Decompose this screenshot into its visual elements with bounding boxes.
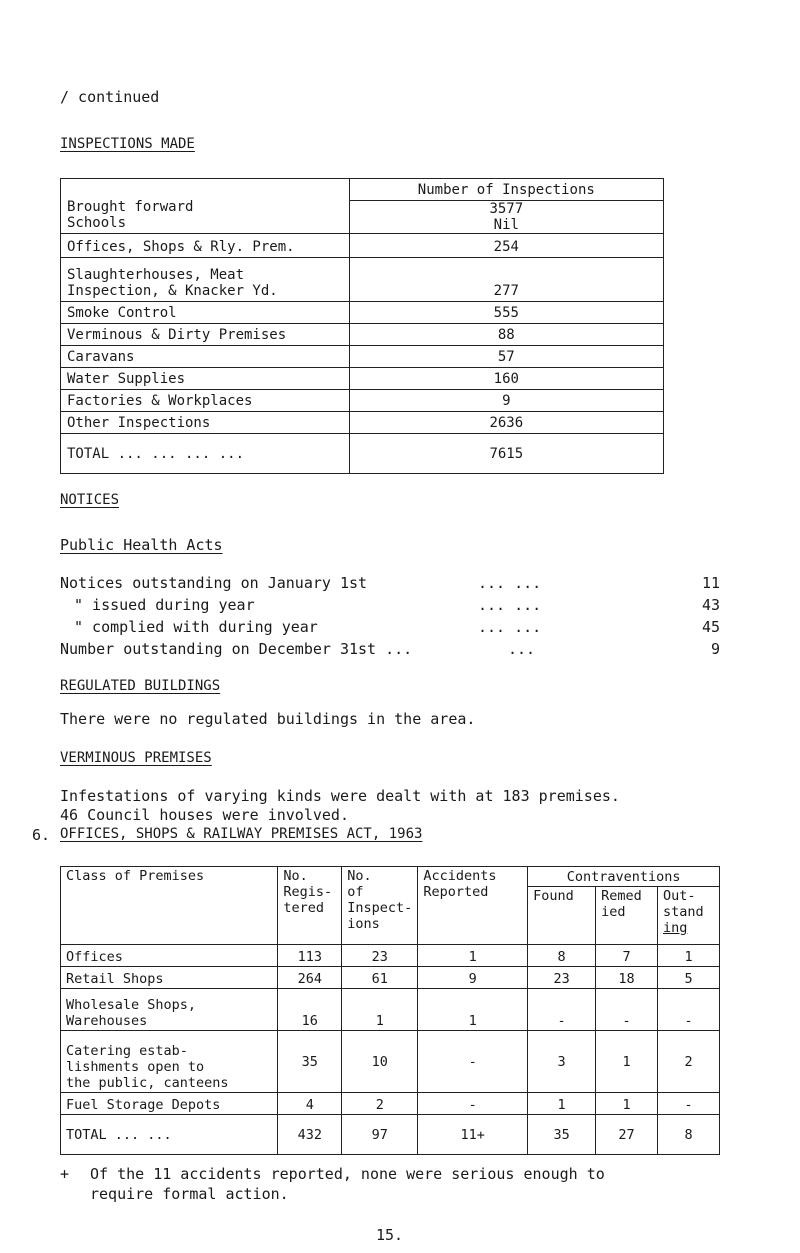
row-label: Other Inspections <box>61 412 350 434</box>
notice-dots: ... <box>508 640 536 658</box>
table-row <box>61 324 664 346</box>
table-row <box>61 234 664 258</box>
notice-label: Number outstanding on December 31st ... <box>60 640 413 658</box>
verminous-line1: Infestations of varying kinds were dealt with at 183 premises. <box>60 787 620 805</box>
row-label: Offices, Shops & Rly. Prem. <box>61 234 350 258</box>
row-value: 555 <box>349 302 663 324</box>
row-value: 7615 <box>349 434 663 474</box>
row-label: Water Supplies <box>61 368 350 390</box>
regulated-text: There were no regulated buildings in the area. <box>60 710 476 728</box>
page-number: 15. <box>376 1226 404 1244</box>
table-row <box>61 390 664 412</box>
header-outstanding: Out- <box>663 888 696 904</box>
column-header: Number of Inspections <box>350 180 663 201</box>
row-value: Nil <box>493 217 519 233</box>
header-registered: No. <box>283 868 308 884</box>
table-row-total <box>61 434 664 474</box>
notice-dots: ... ... <box>478 618 542 636</box>
notice-value: 9 <box>710 640 720 658</box>
notice-label: " complied with during year <box>74 618 318 636</box>
inspections-table <box>60 178 664 474</box>
row-value: 254 <box>349 234 663 258</box>
inspections-heading: INSPECTIONS MADE <box>60 136 195 152</box>
offices-act-heading: OFFICES, SHOPS & RAILWAY PREMISES ACT, 1963 <box>60 826 423 842</box>
row-label: TOTAL ... ... ... ... <box>61 434 350 474</box>
section-number: 6. <box>32 826 51 844</box>
row-label: Schools <box>67 215 127 231</box>
table-row-total: TOTAL ... ... 432 97 11+ 35 27 8 <box>61 1115 720 1155</box>
notices-subheading: Public Health Acts <box>60 536 223 554</box>
table-row <box>61 179 350 234</box>
table-row <box>61 302 664 324</box>
table-row <box>61 368 664 390</box>
row-value: 277 <box>349 258 663 302</box>
row-label: Factories & Workplaces <box>61 390 350 412</box>
row-value: 2636 <box>349 412 663 434</box>
row-value: 57 <box>349 346 663 368</box>
header-contraventions: Contraventions <box>528 867 720 887</box>
notices-heading: NOTICES <box>60 492 120 508</box>
header-accidents: Accidents <box>423 868 497 884</box>
table-row <box>61 412 664 434</box>
row-value: 3577 <box>489 201 524 217</box>
row-label: Inspection, & Knacker Yd. <box>67 283 278 299</box>
header-remedied: Remed <box>601 888 642 904</box>
verminous-line2: 46 Council houses were involved. <box>60 806 349 824</box>
footnote-mark: + <box>60 1165 70 1183</box>
notice-value: 43 <box>701 596 720 614</box>
table-row: Fuel Storage Depots 4 2 - 1 1 - <box>61 1093 720 1115</box>
header-inspections: No. <box>347 868 372 884</box>
table-row <box>61 258 664 302</box>
regulated-heading: REGULATED BUILDINGS <box>60 678 221 694</box>
row-label: Smoke Control <box>61 302 350 324</box>
table-row: Retail Shops 264 61 9 23 18 5 <box>61 967 720 989</box>
table-row: Offices 113 23 1 8 7 1 <box>61 945 720 967</box>
row-value: 88 <box>349 324 663 346</box>
notice-value: 45 <box>701 618 720 636</box>
footnote-line2: require formal action. <box>90 1185 289 1203</box>
footnote: Of the 11 accidents reported, none were serious enough to <box>90 1165 605 1183</box>
row-label: Verminous & Dirty Premises <box>61 324 350 346</box>
header-found: Found <box>528 887 596 945</box>
notice-label: " issued during year <box>74 596 255 614</box>
table-row: Catering estab- lishments open to the public, canteens 35 10 - 3 1 2 <box>61 1031 720 1093</box>
offices-act-table: Class of Premises No. Regis- tered No. of Inspect- ions Accidents Reported Contraventions Found Remed ied Out- stand ing Offices 113 23 1 8 7 1 Retail Shops 264 61 9 23 18 5 Wholesale Shops, Warehouses 16 1 1 - - - Catering estab- lishments open to the public, canteens 35 10 - 3 1 2 Fuel Storage Depots 4 2 - 1 1 - TOTAL ... ... 432 97 11+ 35 27 8 <box>60 866 720 1155</box>
header-class: Class of Premises <box>61 867 278 945</box>
notice-dots: ... ... <box>478 574 542 592</box>
row-label: Brought forward <box>67 199 194 215</box>
notice-label: Notices outstanding on January 1st <box>60 574 368 592</box>
notice-dots: ... ... <box>478 596 542 614</box>
row-label: Caravans <box>61 346 350 368</box>
verminous-heading: VERMINOUS PREMISES <box>60 750 212 766</box>
table-row <box>61 346 664 368</box>
row-label: Slaughterhouses, Meat <box>67 267 245 283</box>
row-value: 9 <box>349 390 663 412</box>
continued-label: / continued <box>60 88 160 106</box>
row-value: 160 <box>349 368 663 390</box>
table-row: Wholesale Shops, Warehouses 16 1 1 - - - <box>61 989 720 1031</box>
notice-value: 11 <box>701 574 720 592</box>
